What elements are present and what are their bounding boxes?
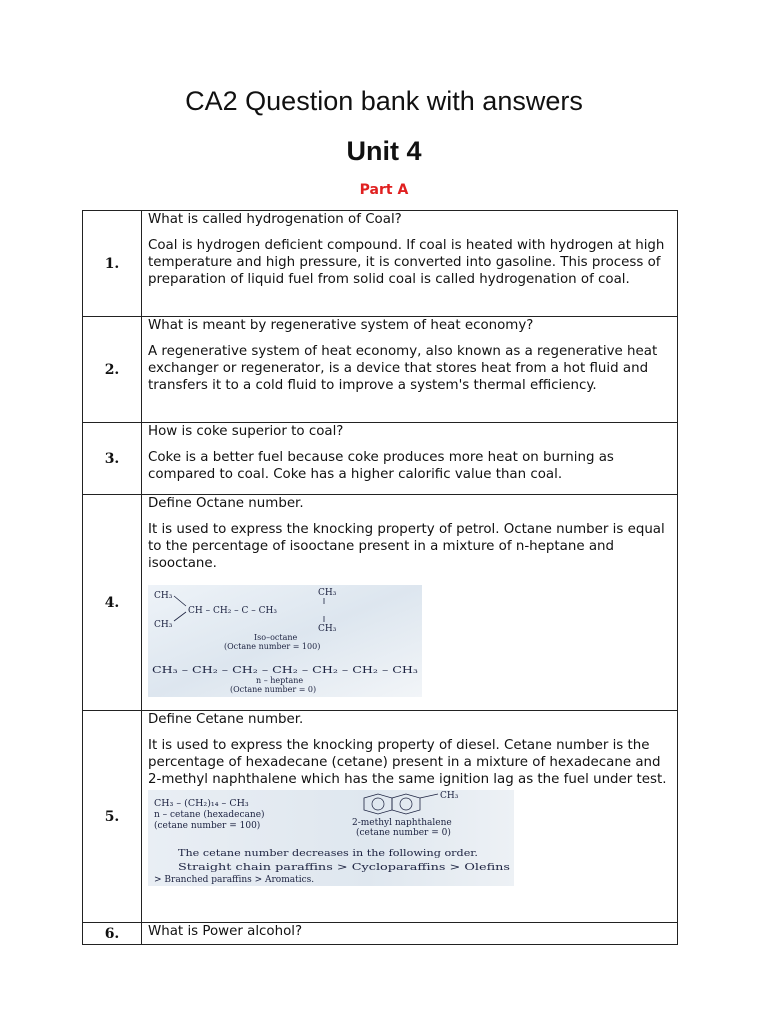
question-number: 4. [83, 495, 142, 711]
formula-caption: (Octane number = 0) [230, 685, 317, 694]
formula-text: CH₃ [154, 591, 173, 601]
formula-text: CH₃ [318, 624, 337, 634]
question-cell [142, 711, 678, 923]
question-text: What is meant by regenerative system of heat economy? [148, 318, 534, 333]
question-cell [142, 211, 678, 317]
question-number: 1. [83, 211, 142, 317]
question-cell [142, 923, 678, 945]
formula-caption: (cetane number = 0) [356, 828, 451, 838]
question-number: 6. [83, 923, 142, 945]
question-table [82, 210, 678, 945]
formula-text: CH₃ – (CH₂)₁₄ – CH₃ [154, 798, 249, 809]
question-text: Define Octane number. [148, 496, 304, 511]
formula-caption: (cetane number = 100) [154, 821, 261, 831]
part-label: Part A [359, 182, 409, 198]
formula-text: CH₃ – CH₂ – CH₂ – CH₂ – CH₂ – CH₂ – CH₃ [152, 666, 419, 676]
formula-caption: Straight chain paraffins > Cycloparaffins > Olefins [178, 863, 511, 873]
question-text: What is Power alcohol? [148, 924, 303, 939]
formula-caption: n – heptane [256, 676, 304, 685]
question-text: What is called hydrogenation of Coal? [148, 212, 402, 227]
question-cell [142, 495, 678, 711]
table-row [83, 423, 678, 495]
table-row [83, 317, 678, 423]
formula-caption: (Octane number = 100) [224, 642, 321, 651]
cetane-structure-figure [148, 790, 514, 886]
octane-structure-figure [148, 585, 422, 697]
question-cell [142, 317, 678, 423]
question-cell [142, 423, 678, 495]
answer-text: A regenerative system of heat economy, also known as a regenerative heat exchanger or regenerator, is a device that stores heat from a hot fluid and transfers it to a cold fluid to improve a system's thermal efficiency. [148, 344, 658, 393]
document-title: CA2 Question bank with answers [185, 86, 583, 116]
formula-caption: The cetane number decreases in the following order. [178, 849, 479, 859]
formula-caption: 2-methyl naphthalene [352, 818, 452, 828]
table-row [83, 495, 678, 711]
answer-text: It is used to express the knocking property of diesel. Cetane number is the percentage of hexadecane (cetane) present in a mixture of hexadecane and 2-methyl naphthalene which has the same ignition lag as the fuel under test. [148, 738, 667, 787]
answer-text: It is used to express the knocking property of petrol. Octane number is equal to the percentage of isooctane present in a mixture of n-heptane and isooctane. [148, 522, 665, 571]
question-text: How is coke superior to coal? [148, 424, 344, 439]
table-row [83, 923, 678, 945]
question-number: 5. [83, 711, 142, 923]
answer-text: Coal is hydrogen deficient compound. If coal is heated with hydrogen at high temperature and high pressure, it is converted into gasoline. This process of preparation of liquid fuel from solid coal is called hydrogenation of coal. [148, 238, 665, 287]
formula-caption: n – cetane (hexadecane) [154, 810, 265, 820]
table-row [83, 211, 678, 317]
formula-text: CH – CH₂ – C – CH₃ [188, 606, 277, 616]
question-number: 2. [83, 317, 142, 423]
question-text: Define Cetane number. [148, 712, 304, 727]
table-row [83, 711, 678, 923]
formula-text: CH₃ [154, 620, 173, 630]
formula-text: CH₃ [318, 588, 337, 598]
unit-heading: Unit 4 [346, 136, 422, 166]
formula-caption: > Branched paraffins > Aromatics. [154, 875, 315, 885]
question-number: 3. [83, 423, 142, 495]
answer-text: Coke is a better fuel because coke produces more heat on burning as compared to coal. Coke has a higher calorific value than coal. [148, 450, 614, 482]
formula-caption: Iso–octane [254, 633, 298, 642]
formula-text: CH₃ [440, 791, 459, 801]
